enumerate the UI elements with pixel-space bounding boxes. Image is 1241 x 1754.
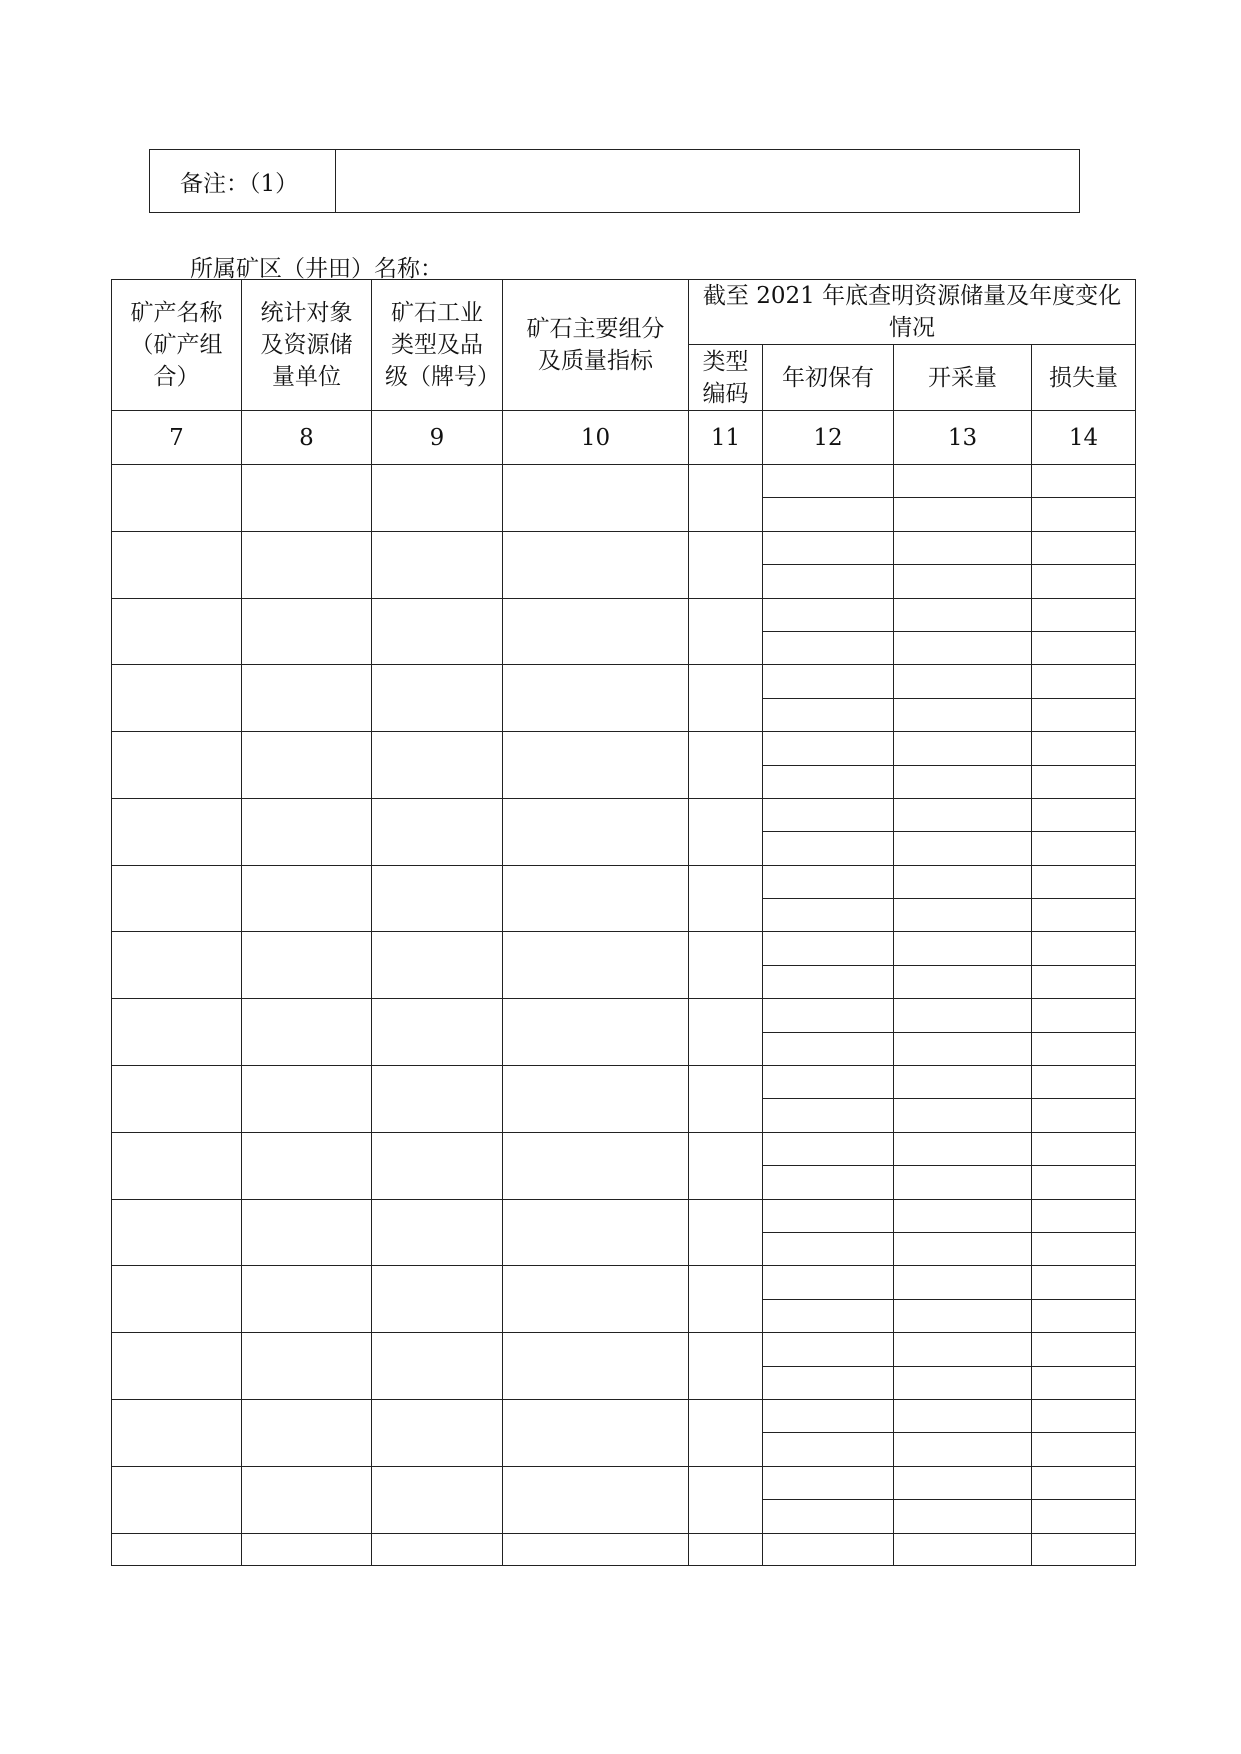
cell-initial-reserve[interactable] <box>763 1366 894 1399</box>
cell-initial-reserve[interactable] <box>763 631 894 664</box>
cell-initial-reserve[interactable] <box>763 832 894 865</box>
cell-mining-amount[interactable] <box>894 1466 1032 1499</box>
cell-ore-components[interactable] <box>503 1199 689 1266</box>
cell-mining-amount[interactable] <box>894 965 1032 998</box>
table-row <box>112 865 1136 898</box>
cell-mining-amount[interactable] <box>894 1266 1032 1299</box>
cell-loss-amount[interactable] <box>1032 1032 1136 1065</box>
cell-mining-amount[interactable] <box>894 1533 1032 1565</box>
table-row <box>112 1266 1136 1299</box>
cell-loss-amount[interactable] <box>1032 1533 1136 1565</box>
cell-loss-amount[interactable] <box>1032 698 1136 731</box>
cell-mining-amount[interactable] <box>894 765 1032 798</box>
cell-mining-amount[interactable] <box>894 1032 1032 1065</box>
column-number-row <box>112 411 1136 465</box>
cell-loss-amount[interactable] <box>1032 798 1136 831</box>
cell-loss-amount[interactable] <box>1032 1132 1136 1165</box>
cell-type-code[interactable] <box>689 598 763 665</box>
cell-type-code[interactable] <box>689 531 763 598</box>
cell-mineral-name[interactable] <box>112 999 242 1066</box>
cell-mineral-name[interactable] <box>112 1333 242 1400</box>
cell-type-code[interactable] <box>689 1266 763 1333</box>
cell-ore-components[interactable] <box>503 1066 689 1133</box>
cell-ore-type-grade[interactable] <box>372 1466 503 1533</box>
cell-statistic-object[interactable] <box>242 598 372 665</box>
header-initial-reserve: 年初保有 <box>763 345 894 411</box>
cell-loss-amount[interactable] <box>1032 765 1136 798</box>
cell-ore-type-grade[interactable] <box>372 1399 503 1466</box>
cell-initial-reserve[interactable] <box>763 1399 894 1432</box>
table-row <box>112 465 1136 498</box>
cell-initial-reserve[interactable] <box>763 1533 894 1565</box>
cell-initial-reserve[interactable] <box>763 498 894 531</box>
cell-initial-reserve[interactable] <box>763 598 894 631</box>
cell-mining-amount[interactable] <box>894 665 1032 698</box>
cell-loss-amount[interactable] <box>1032 932 1136 965</box>
cell-ore-components[interactable] <box>503 865 689 932</box>
cell-initial-reserve[interactable] <box>763 932 894 965</box>
cell-mining-amount[interactable] <box>894 531 1032 564</box>
header-mineral-name: 矿产名称（矿产组合） <box>112 280 242 411</box>
cell-mining-amount[interactable] <box>894 899 1032 932</box>
cell-ore-components[interactable] <box>503 1399 689 1466</box>
table-row <box>112 732 1136 765</box>
header-statistic-object: 统计对象及资源储量单位 <box>242 280 372 411</box>
cell-type-code[interactable] <box>689 1066 763 1133</box>
table-row <box>112 798 1136 831</box>
cell-mining-amount[interactable] <box>894 1366 1032 1399</box>
table-row <box>112 598 1136 631</box>
cell-initial-reserve[interactable] <box>763 465 894 498</box>
cell-initial-reserve[interactable] <box>763 1066 894 1099</box>
column-number: 11 <box>689 411 763 465</box>
cell-loss-amount[interactable] <box>1032 465 1136 498</box>
remark-box <box>149 149 1080 213</box>
cell-type-code[interactable] <box>689 1466 763 1533</box>
cell-mining-amount[interactable] <box>894 1333 1032 1366</box>
header-ore-type-grade: 矿石工业类型及品级（牌号） <box>372 280 503 411</box>
remark-label: 备注：（1） <box>150 150 336 213</box>
cell-type-code[interactable] <box>689 665 763 732</box>
cell-ore-components[interactable] <box>503 465 689 532</box>
cell-mineral-name[interactable] <box>112 465 242 532</box>
cell-ore-type-grade[interactable] <box>372 665 503 732</box>
cell-loss-amount[interactable] <box>1032 865 1136 898</box>
cell-initial-reserve[interactable] <box>763 1166 894 1199</box>
table-row <box>112 1333 1136 1366</box>
cell-initial-reserve[interactable] <box>763 1433 894 1466</box>
cell-mining-amount[interactable] <box>894 498 1032 531</box>
cell-type-code[interactable] <box>689 999 763 1066</box>
cell-mining-amount[interactable] <box>894 565 1032 598</box>
cell-mining-amount[interactable] <box>894 999 1032 1032</box>
cell-loss-amount[interactable] <box>1032 1199 1136 1232</box>
cell-mining-amount[interactable] <box>894 598 1032 631</box>
cell-loss-amount[interactable] <box>1032 732 1136 765</box>
cell-mining-amount[interactable] <box>894 932 1032 965</box>
cell-initial-reserve[interactable] <box>763 1032 894 1065</box>
header-loss-amount: 损失量 <box>1032 345 1136 411</box>
cell-ore-components[interactable] <box>503 1266 689 1333</box>
cell-initial-reserve[interactable] <box>763 999 894 1032</box>
cell-ore-type-grade[interactable] <box>372 1132 503 1199</box>
cell-initial-reserve[interactable] <box>763 765 894 798</box>
cell-ore-type-grade[interactable] <box>372 1333 503 1400</box>
column-number: 14 <box>1032 411 1136 465</box>
cell-ore-components[interactable] <box>503 732 689 799</box>
cell-mineral-name[interactable] <box>112 598 242 665</box>
cell-loss-amount[interactable] <box>1032 1099 1136 1132</box>
table-row <box>112 1466 1136 1499</box>
cell-ore-type-grade[interactable] <box>372 932 503 999</box>
cell-type-code[interactable] <box>689 1333 763 1400</box>
cell-loss-amount[interactable] <box>1032 1399 1136 1432</box>
cell-ore-type-grade[interactable] <box>372 1266 503 1333</box>
cell-ore-type-grade[interactable] <box>372 999 503 1066</box>
cell-loss-amount[interactable] <box>1032 598 1136 631</box>
table-row <box>112 999 1136 1032</box>
column-number: 9 <box>372 411 503 465</box>
cell-mineral-name[interactable] <box>112 798 242 865</box>
cell-mineral-name[interactable] <box>112 732 242 799</box>
cell-statistic-object[interactable] <box>242 1132 372 1199</box>
cell-initial-reserve[interactable] <box>763 1199 894 1232</box>
cell-initial-reserve[interactable] <box>763 565 894 598</box>
column-number: 7 <box>112 411 242 465</box>
cell-mineral-name[interactable] <box>112 1199 242 1266</box>
cell-ore-type-grade[interactable] <box>372 465 503 532</box>
cell-loss-amount[interactable] <box>1032 665 1136 698</box>
cell-mining-amount[interactable] <box>894 1399 1032 1432</box>
cell-type-code[interactable] <box>689 798 763 865</box>
column-number: 8 <box>242 411 372 465</box>
cell-initial-reserve[interactable] <box>763 698 894 731</box>
cell-loss-amount[interactable] <box>1032 1299 1136 1332</box>
cell-loss-amount[interactable] <box>1032 1366 1136 1399</box>
cell-loss-amount[interactable] <box>1032 1066 1136 1099</box>
cell-ore-components[interactable] <box>503 798 689 865</box>
cell-ore-type-grade[interactable] <box>372 865 503 932</box>
cell-loss-amount[interactable] <box>1032 531 1136 564</box>
cell-loss-amount[interactable] <box>1032 832 1136 865</box>
table-row <box>112 1132 1136 1165</box>
cell-mining-amount[interactable] <box>894 1099 1032 1132</box>
cell-initial-reserve[interactable] <box>763 1466 894 1499</box>
cell-mining-amount[interactable] <box>894 1166 1032 1199</box>
column-number: 12 <box>763 411 894 465</box>
cell-loss-amount[interactable] <box>1032 1333 1136 1366</box>
cell-ore-components[interactable] <box>503 999 689 1066</box>
header-mining-amount: 开采量 <box>894 345 1032 411</box>
cell-statistic-object[interactable] <box>242 531 372 598</box>
cell-mining-amount[interactable] <box>894 1232 1032 1265</box>
cell-initial-reserve[interactable] <box>763 865 894 898</box>
cell-mining-amount[interactable] <box>894 1132 1032 1165</box>
cell-mineral-name[interactable] <box>112 665 242 732</box>
cell-mineral-name[interactable] <box>112 865 242 932</box>
cell-loss-amount[interactable] <box>1032 498 1136 531</box>
cell-loss-amount[interactable] <box>1032 1166 1136 1199</box>
cell-initial-reserve[interactable] <box>763 1500 894 1533</box>
cell-ore-components[interactable] <box>503 531 689 598</box>
cell-initial-reserve[interactable] <box>763 965 894 998</box>
cell-statistic-object[interactable] <box>242 932 372 999</box>
cell-mining-amount[interactable] <box>894 732 1032 765</box>
cell-mining-amount[interactable] <box>894 698 1032 731</box>
table-row <box>112 1533 1136 1565</box>
cell-initial-reserve[interactable] <box>763 732 894 765</box>
cell-ore-type-grade[interactable] <box>372 531 503 598</box>
header-reserve-change-group: 截至 2021 年底查明资源储量及年度变化情况 <box>689 280 1136 345</box>
cell-type-code[interactable] <box>689 1199 763 1266</box>
cell-loss-amount[interactable] <box>1032 1500 1136 1533</box>
cell-mining-amount[interactable] <box>894 798 1032 831</box>
cell-statistic-object[interactable] <box>242 1333 372 1400</box>
cell-statistic-object[interactable] <box>242 999 372 1066</box>
cell-mining-amount[interactable] <box>894 1500 1032 1533</box>
cell-mining-amount[interactable] <box>894 865 1032 898</box>
remark-value[interactable] <box>336 150 1080 213</box>
cell-ore-components[interactable] <box>503 665 689 732</box>
cell-loss-amount[interactable] <box>1032 899 1136 932</box>
cell-statistic-object[interactable] <box>242 465 372 532</box>
cell-mineral-name[interactable] <box>112 1066 242 1133</box>
table-row <box>112 531 1136 564</box>
cell-ore-components[interactable] <box>503 1132 689 1199</box>
cell-mining-amount[interactable] <box>894 1066 1032 1099</box>
cell-statistic-object[interactable] <box>242 865 372 932</box>
cell-mining-amount[interactable] <box>894 1299 1032 1332</box>
cell-loss-amount[interactable] <box>1032 1433 1136 1466</box>
cell-statistic-object[interactable] <box>242 1066 372 1133</box>
cell-type-code[interactable] <box>689 865 763 932</box>
mining-area-name-label: 所属矿区（井田）名称： <box>190 256 443 282</box>
cell-mining-amount[interactable] <box>894 465 1032 498</box>
cell-mineral-name[interactable] <box>112 1266 242 1333</box>
cell-statistic-object[interactable] <box>242 665 372 732</box>
cell-initial-reserve[interactable] <box>763 899 894 932</box>
cell-mineral-name[interactable] <box>112 1132 242 1199</box>
table-row <box>112 665 1136 698</box>
cell-loss-amount[interactable] <box>1032 565 1136 598</box>
cell-ore-type-grade[interactable] <box>372 598 503 665</box>
cell-type-code[interactable] <box>689 1399 763 1466</box>
cell-mining-amount[interactable] <box>894 631 1032 664</box>
cell-loss-amount[interactable] <box>1032 1266 1136 1299</box>
cell-initial-reserve[interactable] <box>763 1299 894 1332</box>
cell-ore-type-grade[interactable] <box>372 1066 503 1133</box>
cell-type-code[interactable] <box>689 465 763 532</box>
cell-ore-components[interactable] <box>503 1533 689 1565</box>
cell-initial-reserve[interactable] <box>763 798 894 831</box>
cell-statistic-object[interactable] <box>242 1199 372 1266</box>
cell-ore-components[interactable] <box>503 932 689 999</box>
cell-statistic-object[interactable] <box>242 1266 372 1333</box>
column-number: 13 <box>894 411 1032 465</box>
cell-initial-reserve[interactable] <box>763 1266 894 1299</box>
cell-type-code[interactable] <box>689 732 763 799</box>
cell-loss-amount[interactable] <box>1032 1232 1136 1265</box>
cell-loss-amount[interactable] <box>1032 1466 1136 1499</box>
cell-mining-amount[interactable] <box>894 832 1032 865</box>
cell-loss-amount[interactable] <box>1032 631 1136 664</box>
cell-ore-components[interactable] <box>503 598 689 665</box>
cell-mineral-name[interactable] <box>112 1533 242 1565</box>
cell-type-code[interactable] <box>689 1533 763 1565</box>
cell-mineral-name[interactable] <box>112 932 242 999</box>
cell-mining-amount[interactable] <box>894 1199 1032 1232</box>
cell-ore-type-grade[interactable] <box>372 1199 503 1266</box>
cell-ore-components[interactable] <box>503 1466 689 1533</box>
cell-mining-amount[interactable] <box>894 1433 1032 1466</box>
cell-type-code[interactable] <box>689 1132 763 1199</box>
cell-mineral-name[interactable] <box>112 1466 242 1533</box>
cell-statistic-object[interactable] <box>242 1533 372 1565</box>
table-row <box>112 932 1136 965</box>
cell-initial-reserve[interactable] <box>763 531 894 564</box>
cell-statistic-object[interactable] <box>242 1466 372 1533</box>
header-ore-components: 矿石主要组分及质量指标 <box>503 280 689 411</box>
cell-type-code[interactable] <box>689 932 763 999</box>
cell-statistic-object[interactable] <box>242 1399 372 1466</box>
table-row <box>112 1066 1136 1099</box>
cell-ore-type-grade[interactable] <box>372 732 503 799</box>
cell-ore-type-grade[interactable] <box>372 1533 503 1565</box>
cell-ore-type-grade[interactable] <box>372 798 503 865</box>
cell-initial-reserve[interactable] <box>763 1099 894 1132</box>
column-number: 10 <box>503 411 689 465</box>
cell-loss-amount[interactable] <box>1032 965 1136 998</box>
cell-statistic-object[interactable] <box>242 798 372 865</box>
cell-statistic-object[interactable] <box>242 732 372 799</box>
cell-initial-reserve[interactable] <box>763 1232 894 1265</box>
table-row <box>112 1399 1136 1432</box>
cell-initial-reserve[interactable] <box>763 1132 894 1165</box>
resource-reserve-table <box>111 279 1136 1566</box>
table-row <box>112 1199 1136 1232</box>
cell-mineral-name[interactable] <box>112 531 242 598</box>
cell-mineral-name[interactable] <box>112 1399 242 1466</box>
cell-initial-reserve[interactable] <box>763 1333 894 1366</box>
cell-loss-amount[interactable] <box>1032 999 1136 1032</box>
cell-initial-reserve[interactable] <box>763 665 894 698</box>
header-type-code: 类型编码 <box>689 345 763 411</box>
cell-ore-components[interactable] <box>503 1333 689 1400</box>
